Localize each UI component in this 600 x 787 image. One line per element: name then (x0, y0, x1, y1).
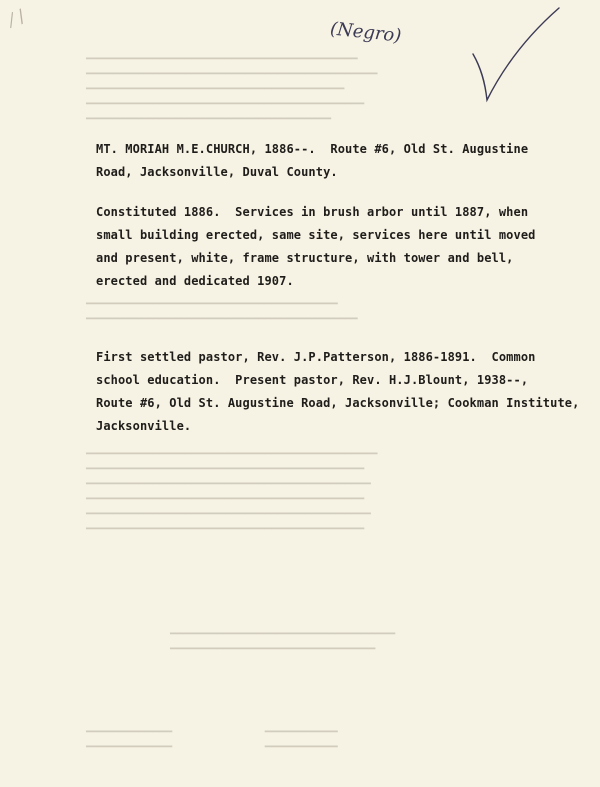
bleed-through: ▔▔▔▔▔▔▔▔▔▔▔▔▔▔▔▔▔▔▔▔▔▔▔▔▔▔▔▔▔▔▔ ▔▔▔▔▔▔▔▔▔▔▔▔▔▔▔▔▔▔▔▔▔▔▔▔▔▔▔▔▔▔▔▔▔▔ (170, 621, 396, 649)
text-line: First settled pastor, Rev. J.P.Patterson, 1886-1891. Common (96, 350, 536, 364)
church-heading (96, 138, 586, 184)
text-line: school education. Present pastor, Rev. H.J.Blount, 1938--, (96, 373, 529, 387)
bleed-through: ▔▔▔▔▔▔▔▔▔▔▔▔▔▔▔▔▔▔▔▔▔▔▔▔▔▔▔▔▔▔▔▔▔▔▔▔▔▔▔▔▔▔ ▔▔▔▔▔▔▔▔▔▔▔▔▔▔▔▔▔▔▔▔▔▔▔▔▔▔▔▔▔▔▔▔▔▔▔▔▔▔▔▔▔▔▔ ▔▔▔▔▔▔▔▔▔▔▔▔▔▔▔▔▔▔▔▔▔▔▔▔▔▔▔▔▔▔▔▔▔▔▔▔▔▔▔▔▔▔ ▔▔▔▔▔▔▔▔▔▔▔▔▔▔▔▔▔▔▔▔▔▔▔▔▔▔▔▔▔▔▔▔▔▔▔▔▔▔▔▔▔▔▔ ▔▔▔▔▔▔▔▔▔▔▔▔▔▔▔▔▔▔▔▔▔▔▔▔▔▔▔▔▔▔▔▔▔▔▔▔▔▔▔▔▔▔ ▔▔▔▔▔▔▔▔▔▔▔▔▔▔▔▔▔▔▔▔▔▔▔▔▔▔▔▔▔▔▔▔▔▔▔▔▔▔▔▔▔▔▔▔ (86, 441, 378, 529)
handwritten-annotation: (Negro) (329, 18, 403, 47)
text-line: Road, Jacksonville, Duval County. (96, 165, 338, 179)
text-line: erected and dedicated 1907. (96, 274, 294, 288)
corner-mark: ⁄ / (6, 5, 29, 32)
text-line: MT. MORIAH M.E.CHURCH, 1886--. Route #6, Old St. Augustine (96, 142, 529, 156)
text-line: Constituted 1886. Services in brush arbor until 1887, when (96, 205, 529, 219)
pastor-paragraph (96, 346, 586, 438)
text-line: and present, white, frame structure, with tower and bell, (96, 251, 514, 265)
bleed-through: ▔▔▔▔▔▔▔▔▔▔▔▔▔▔▔▔▔▔▔▔▔▔▔▔▔▔▔▔▔▔▔▔▔▔▔▔▔▔▔▔▔ ▔▔▔▔▔▔▔▔▔▔▔▔▔▔▔▔▔▔▔▔▔▔▔▔▔▔▔▔▔▔▔▔▔▔▔▔▔▔ (86, 291, 358, 319)
text-line: Jacksonville. (96, 419, 192, 433)
text-line: Route #6, Old St. Augustine Road, Jacksonville; Cookman Institute, (96, 396, 580, 410)
text-line: small building erected, same site, services here until moved (96, 228, 536, 242)
bleed-through: ▔▔▔▔▔▔▔▔▔▔▔▔▔▔▔▔▔▔▔▔▔▔▔▔▔▔▔▔▔▔▔▔▔▔▔▔▔ ▔▔▔▔▔▔▔▔▔▔▔▔▔▔▔▔▔▔▔▔▔▔▔▔▔▔▔▔▔▔▔▔▔▔▔▔▔▔▔▔▔▔ ▔▔▔▔▔▔▔▔▔▔▔▔▔▔▔▔▔▔▔▔▔▔▔▔▔▔▔▔▔▔▔▔▔▔▔▔▔▔▔ ▔▔▔▔▔▔▔▔▔▔▔▔▔▔▔▔▔▔▔▔▔▔▔▔▔▔▔▔▔▔▔▔▔▔▔▔▔▔▔▔▔▔▔▔ ▔▔▔▔▔▔▔▔▔▔▔▔▔▔▔▔▔▔▔▔▔▔▔▔▔▔▔▔▔▔▔▔▔▔▔▔▔▔▔▔▔ (86, 46, 378, 119)
history-paragraph (96, 201, 586, 293)
bleed-through: ▔▔▔▔▔▔▔▔▔▔▔▔▔ ▔▔▔▔▔▔▔▔▔▔▔ ▔▔▔▔▔▔▔▔▔▔▔▔▔ ▔▔▔▔▔▔▔▔▔▔▔ (86, 719, 338, 747)
